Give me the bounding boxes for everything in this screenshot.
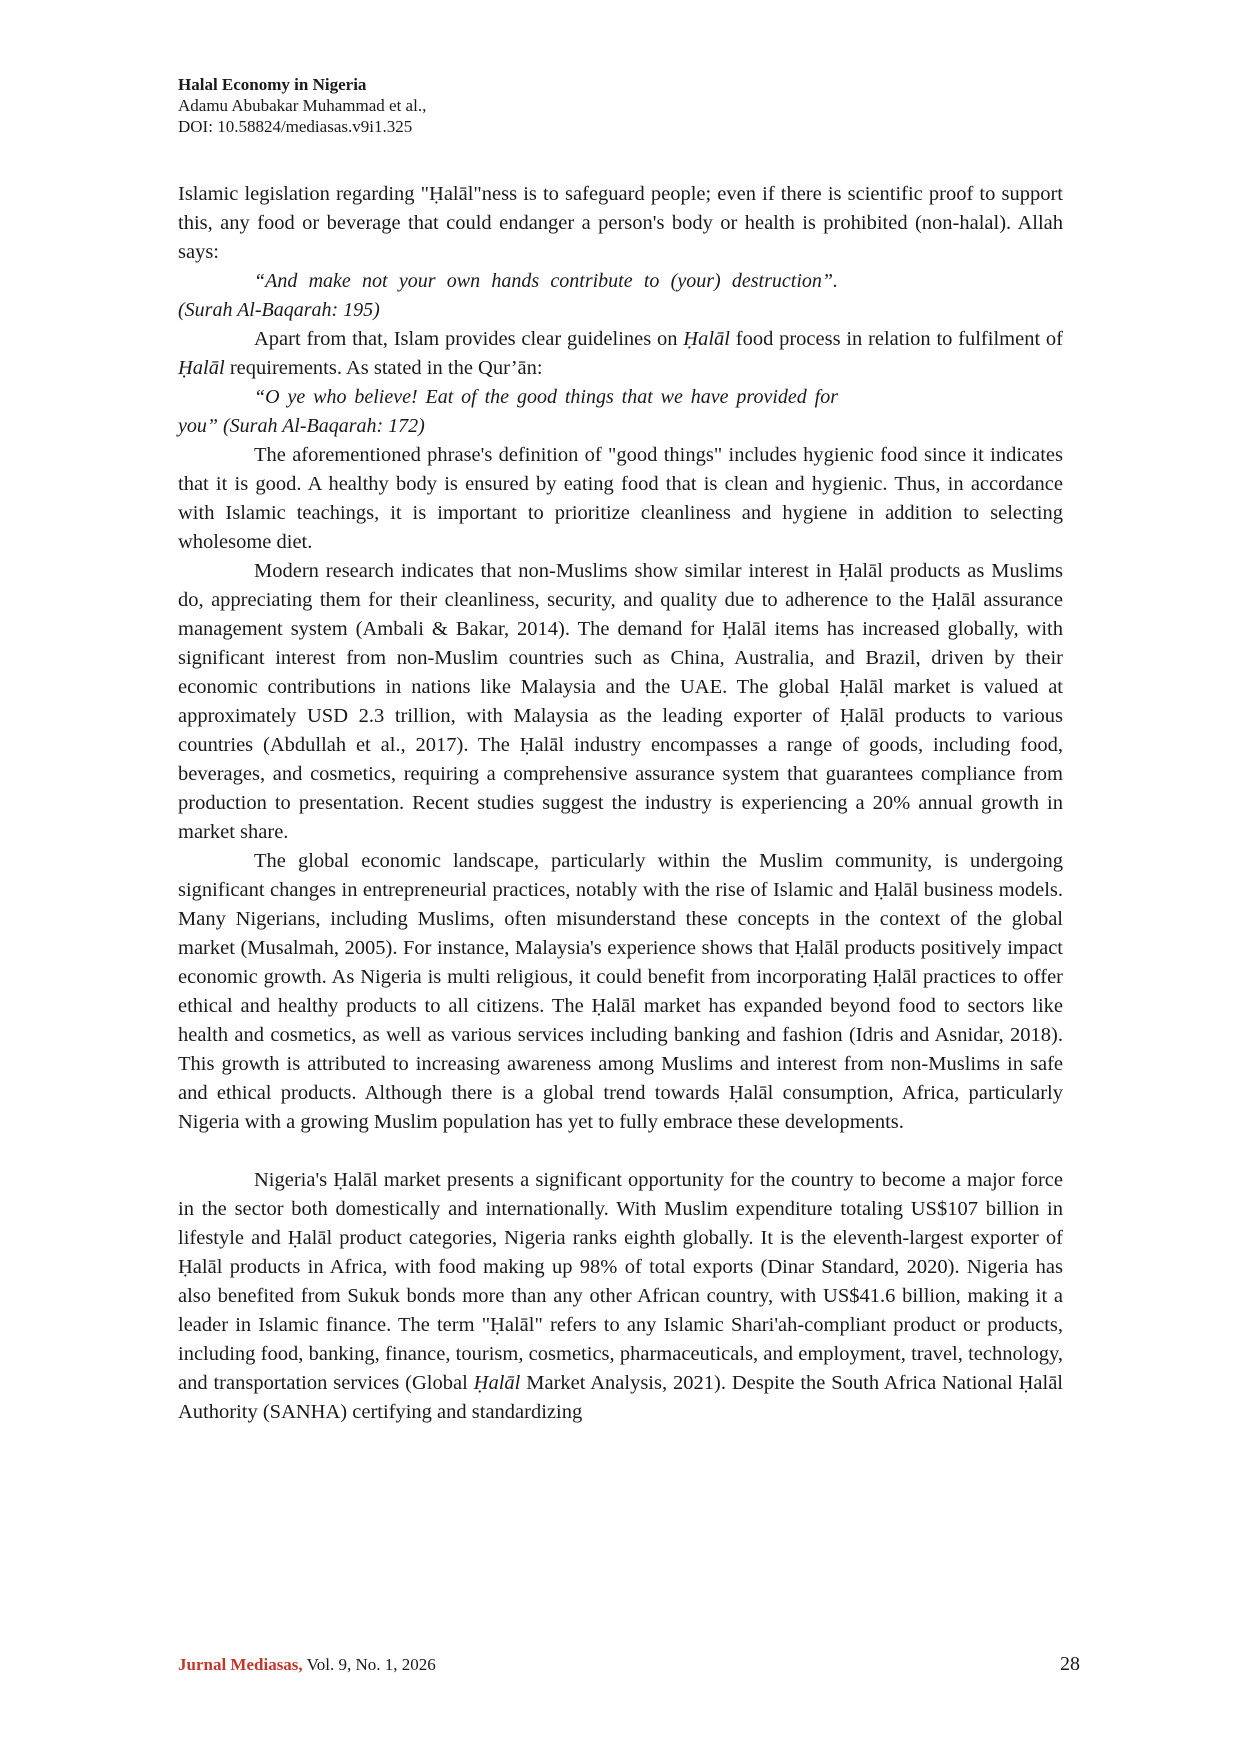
page-number: 28 <box>1060 1653 1080 1675</box>
journal-issue: Vol. 9, No. 1, 2026 <box>302 1655 436 1674</box>
doi: DOI: 10.58824/mediasas.v9i1.325 <box>178 117 413 136</box>
text-run: Market Analysis, 2021). Despite the South Africa National Ḥalāl Authority (SANHA) certifying and standardizing <box>178 1372 1063 1423</box>
text-run: Apart from that, Islam provides clear guidelines on <box>254 328 684 350</box>
text-run: food process in relation to fulfilment of <box>729 328 1063 350</box>
page-footer <box>178 1655 1080 1675</box>
paragraph-6 <box>178 1166 1063 1427</box>
paragraph-4: Modern research indicates that non-Muslims show similar interest in Ḥalāl products as Muslims do, appreciating them for their cleanliness, security, and quality due to adherence to the Ḥalāl assurance management system (Ambali & Bakar, 2014). The demand for Ḥalāl items has increased globally, with significant interest from non-Muslim countries such as China, Australia, and Brazil, driven by their economic contributions in nations like Malaysia and the UAE. The global Ḥalāl market is valued at approximately USD 2.3 trillion, with Malaysia as the leading exporter of Ḥalāl products to various countries (Abdullah et al., 2017). The Ḥalāl industry encompasses a range of goods, including food, beverages, and cosmetics, requiring a comprehensive assurance system that guarantees compliance from production to presentation. Recent studies suggest the industry is experiencing a 20% annual growth in market share. <box>178 560 1063 843</box>
paragraph-3: The aforementioned phrase's definition of "good things" includes hygienic food since it indicates that it is good. A healthy body is ensured by eating food that is clean and hygienic. Thus, in accordance with Islamic teachings, it is important to prioritize cleanliness and hygiene in addition to selecting wholesome diet. <box>178 444 1063 553</box>
quote-surah-195: “And make not your own hands contribute to (your) destruction”. (Surah Al-Baqarah: 195) <box>178 270 838 321</box>
authors: Adamu Abubakar Muhammad et al., <box>178 96 427 115</box>
quote-surah-172: “O ye who believe! Eat of the good things that we have provided for you” (Surah Al-Baqarah: 172) <box>178 386 838 437</box>
italic-run: Ḥalāl <box>178 357 225 379</box>
italic-run: Ḥalāl <box>473 1372 521 1394</box>
text-run: Nigeria's Ḥalāl market presents a significant opportunity for the country to become a major force in the sector both domestically and internationally. With Muslim expenditure totaling US$107 billion in lifestyle and Ḥalāl product categories, Nigeria ranks eighth globally. It is the eleventh-largest exporter of Ḥalāl products in Africa, with food making up 98% of total exports (Dinar Standard, 2020). Nigeria has also benefited from Sukuk bonds more than any other African country, with US$41.6 billion, making it a leader in Islamic finance. The term "Ḥalāl" refers to any Islamic Shari'ah-compliant product or products, including food, banking, finance, tourism, cosmetics, pharmaceuticals, and employment, travel, technology, and transportation services (Global <box>178 1169 1063 1394</box>
paper-title: Halal Economy in Nigeria <box>178 75 367 94</box>
paragraph-1: Islamic legislation regarding "Ḥalāl"ness is to safeguard people; even if there is scientific proof to support this, any food or beverage that could endanger a person's body or health is prohibited (non-halal). Allah says: <box>178 183 1063 263</box>
paragraph-2 <box>178 325 1063 383</box>
paragraph-5: The global economic landscape, particularly within the Muslim community, is undergoing significant changes in entrepreneurial practices, notably with the rise of Islamic and Ḥalāl business models. Many Nigerians, including Muslims, often misunderstand these concepts in the context of the global market (Musalmah, 2005). For instance, Malaysia's experience shows that Ḥalāl products positively impact economic growth. As Nigeria is multi religious, it could benefit from incorporating Ḥalāl practices to offer ethical and healthy products to all citizens. The Ḥalāl market has expanded beyond food to sectors like health and cosmetics, as well as various services including banking and fashion (Idris and Asnidar, 2018). This growth is attributed to increasing awareness among Muslims and interest from non-Muslims in safe and ethical products. Although there is a global trend towards Ḥalāl consumption, Africa, particularly Nigeria with a growing Muslim population has yet to fully embrace these developments. <box>178 850 1063 1133</box>
text-run: requirements. As stated in the Qur’ān: <box>224 357 543 379</box>
italic-run: Ḥalāl <box>683 328 730 350</box>
body-text <box>178 180 1063 1427</box>
running-header <box>178 74 426 137</box>
journal-name: Jurnal Mediasas, <box>178 1655 303 1674</box>
